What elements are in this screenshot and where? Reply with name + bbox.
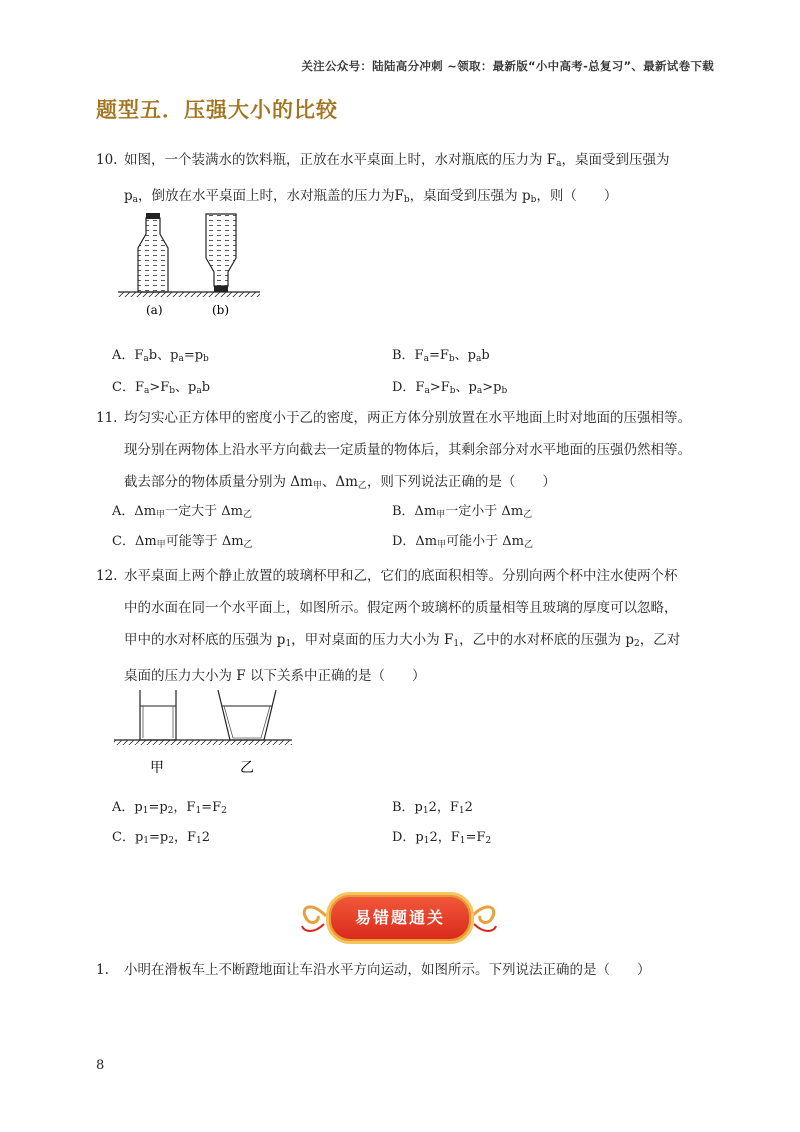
q10-pa: p	[124, 188, 133, 204]
q11-line-1	[96, 402, 716, 434]
cup-yi	[218, 690, 276, 740]
question-12	[96, 560, 716, 692]
error-prone-banner	[296, 884, 502, 950]
fig-label-b: (b)	[212, 303, 230, 317]
q11-option-c[interactable]: C．$\Delta m_甲$可能等于 $\Delta m_乙$	[112, 534, 253, 550]
bottle-b	[206, 214, 236, 292]
q12-option-d[interactable]: D．$p_12$，$F_1=F_2$	[392, 830, 492, 846]
q10-pa-sub: a	[132, 195, 139, 205]
question-10	[96, 144, 716, 216]
question-1	[96, 954, 716, 986]
q10-option-b[interactable]: B．$F_a=F_b$、$p_ab$	[392, 348, 490, 364]
q1-number: 1.	[96, 962, 109, 978]
fig-label-jia: 甲	[150, 760, 164, 776]
section-title: 题型五．压强大小的比较	[96, 98, 338, 122]
q11-option-b[interactable]: B．$\Delta m_甲$一定小于 $\Delta m_乙$	[392, 504, 533, 520]
q11-line-3: 截去部分的物体质量分别为 $\Delta m_甲$、$\Delta m_乙$，则下列说法正确的是（ ）	[124, 474, 556, 491]
fig-label-a: (a)	[146, 303, 163, 317]
q12-option-a[interactable]: A．$p_1=p_2$，$F_1=F_2$	[112, 800, 227, 816]
q12-line-4: 桌面的压力大小为 F 以下关系中正确的是（ ）	[124, 668, 426, 684]
banner-label: 易错题通关	[326, 892, 474, 944]
q11-option-a[interactable]: A．$\Delta m_甲$一定大于 $\Delta m_乙$	[112, 504, 252, 520]
q11-line-2: 现分别在两物体上沿水平方向截去一定质量的物体后，其剩余部分对水平地面的压强仍然相等。	[124, 442, 691, 458]
cup-jia	[140, 690, 176, 740]
q1-text-1: 小明在滑板车上不断蹬地面让车沿水平方向运动，如图所示。下列说法正确的是（ ）	[124, 962, 651, 978]
page-header: 关注公众号：陆陆高分冲刺 ~领取：最新版“小中高考-总复习”、最新试卷下载	[301, 59, 714, 73]
q10-text-2d: ，则（ ）	[536, 188, 618, 204]
q11-option-d[interactable]: D．$\Delta m_甲$可能小于 $\Delta m_乙$	[392, 534, 534, 550]
q10-pb-sub: b	[530, 195, 537, 205]
q10-fb-sub: b	[403, 195, 410, 205]
q12-option-c[interactable]: C．$p_1=p_2$，$F_12$	[112, 830, 211, 846]
q10-line-1	[96, 144, 716, 180]
cups-figure	[112, 684, 296, 778]
q10-sub-1: a	[556, 159, 562, 169]
q12-line-3: 甲中的水对杯底的压强为 $p_1$，甲对桌面的压力大小为 $F_1$，乙中的水对杯底的压强为 $p_2$，乙对	[124, 632, 681, 649]
fig-label-yi: 乙	[240, 760, 254, 776]
q10-text-2c: ，桌面受到压强为 p	[409, 188, 531, 204]
q10-number: 10.	[96, 152, 118, 168]
q10-option-c[interactable]: C．$F_a>F_b$、$p_ab$	[112, 380, 211, 396]
q11-text-1: 均匀实心正方体甲的密度小于乙的密度，两正方体分别放置在水平地面上时对地面的压强相等。	[124, 410, 691, 426]
q1-line-1	[96, 954, 716, 986]
q12-text-1: 水平桌面上两个静止放置的玻璃杯甲和乙，它们的底面积相等。分别向两个杯中注水使两个杯	[124, 568, 678, 584]
page-number: 8	[96, 1058, 105, 1073]
bottle-a	[138, 213, 168, 292]
q12-number: 12.	[96, 568, 118, 584]
q12-line-1	[96, 560, 716, 592]
bottles-figure	[112, 208, 264, 320]
q10-option-a[interactable]: A．$F_ab$、$p_a=p_b$	[112, 348, 209, 364]
question-11	[96, 402, 716, 502]
q10-text-1: 如图，一个装满水的饮料瓶，正放在水平桌面上时，水对瓶底的压力为 F	[124, 152, 557, 168]
q12-option-b[interactable]: B．$p_12$，$F_12$	[392, 800, 473, 816]
q10-text-1-tail: ，桌面受到压强为	[561, 152, 670, 168]
q10-text-2b: ，倒放在水平桌面上时，水对瓶盖的压力为F	[138, 188, 404, 204]
q11-number: 11.	[96, 410, 118, 426]
q10-option-d[interactable]: D．$F_a>F_b$、$p_a>p_b$	[392, 380, 508, 396]
q12-line-2: 中的水面在同一个水平面上，如图所示。假定两个玻璃杯的质量相等且玻璃的厚度可以忽略，	[124, 600, 678, 616]
